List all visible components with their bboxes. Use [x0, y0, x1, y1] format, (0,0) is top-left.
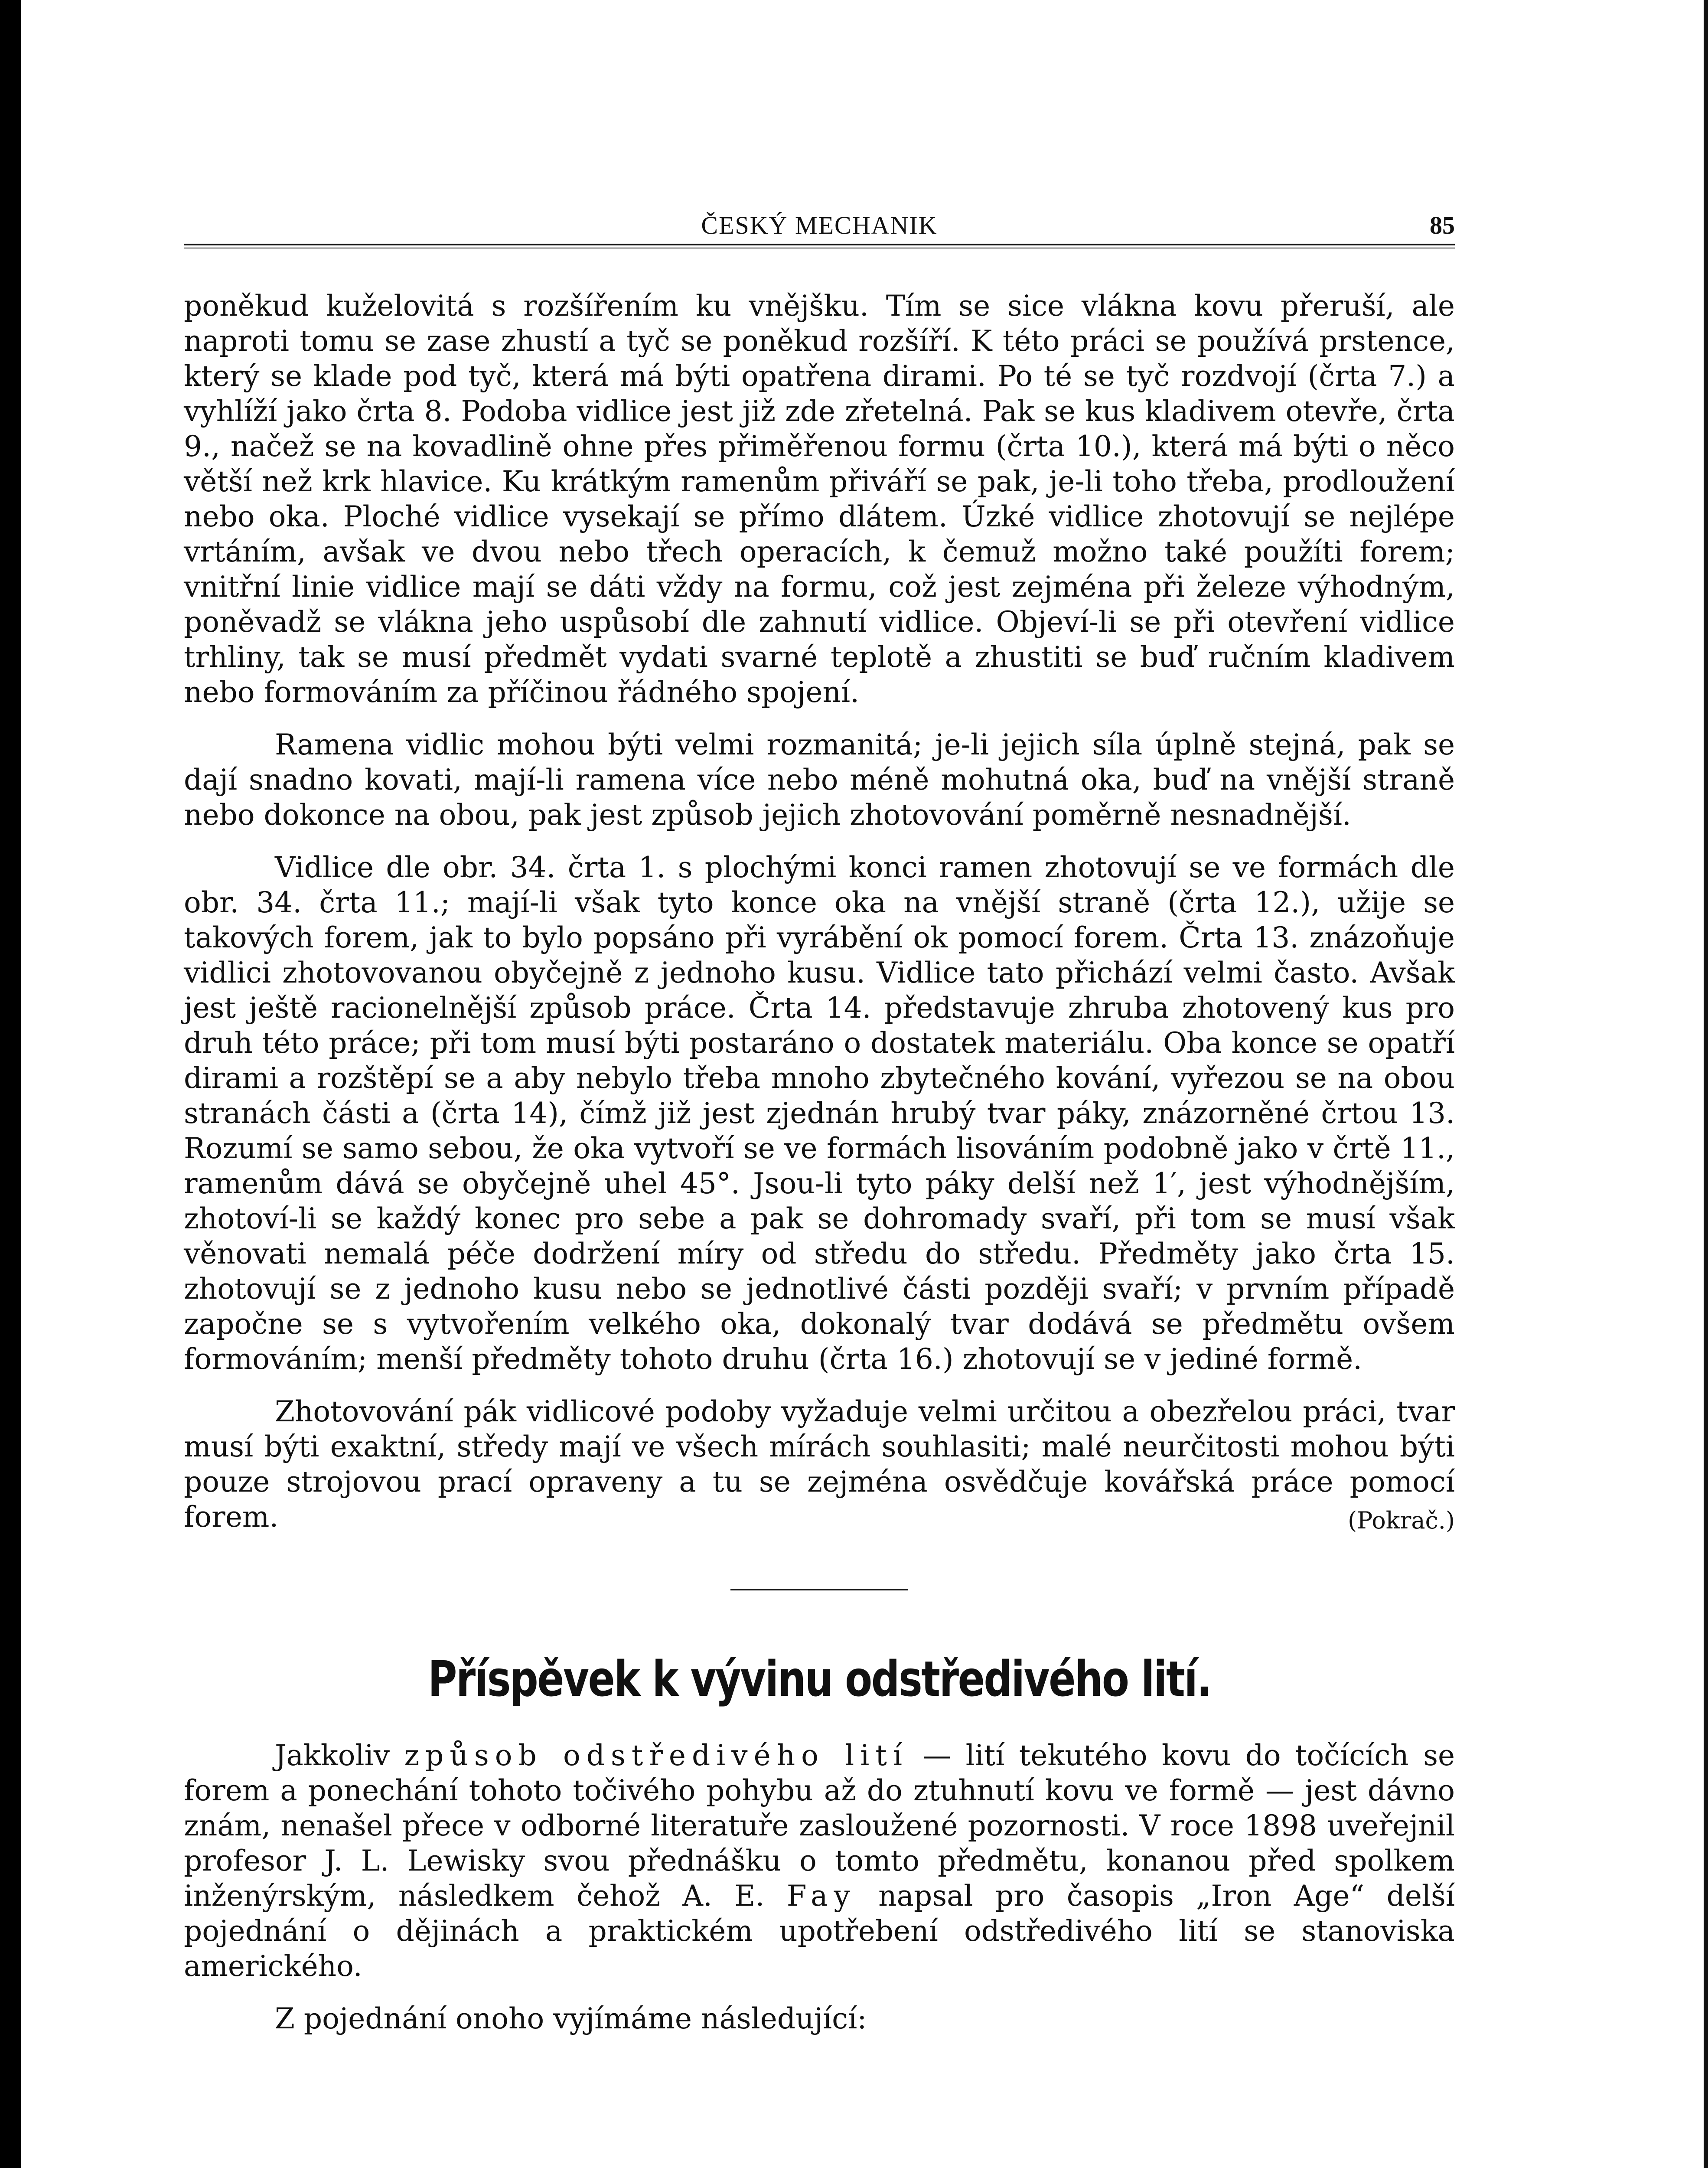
page-content: [184, 203, 1455, 2036]
scan-border-left: [0, 0, 21, 2168]
article-title: Příspěvek k vývinu odstředivého lití.: [428, 1651, 1211, 1708]
paragraph-fork-levers: [184, 1394, 1455, 1535]
continued-note: (Pokrač.): [1348, 1507, 1455, 1534]
page-number: 85: [1430, 211, 1455, 239]
paragraph-forks-forms: Vidlice dle obr. 34. črta 1. s plochými konci ramen zhotovují se ve formách dle obr. 34. črta 11.; mají-li však tyto konce oka na vnější straně (črta 12.), užije se takových forem, jak to bylo popsáno při vyrábění ok pomocí forem. Črta 13. znázoňuje vidlici zhotovovanou obyčejně z jednoho kusu. Vidlice tato přichází velmi často. Avšak jest ještě racionelnější způsob práce. Črta 14. představuje zhruba zhotovený kus pro druh této práce; při tom musí býti postaráno o dostatek materiálu. Oba konce se opatří dirami a rozštěpí se a aby nebylo třeba mnoho zbytečného kování, vyřezou se na obou stranách části a (črta 14), čímž již jest zjednán hrubý tvar páky, znázorněné črtou 13. Rozumí se samo sebou, že oka vytvoří se ve formách lisováním podobně jako v črtě 11., ramenům dává se obyčejně uhel 45°. Jsou-li tyto páky delší než 1′, jest výhodnějším, zhotoví-li se každý konec pro sebe a pak se dohromady svaří, při tom se musí však věnovati nemalá péče dodržení míry od středu do středu. Předměty jako črta 15. zhotovují se z jednoho kusu nebo se jednotlivé části později svaří; v prvním případě započne se s vytvořením velkého oka, dokonalý tvar dodává se předmětu ovšem formováním; menší předměty tohoto druhu (črta 16.) zhotovují se v jediné formě.: [184, 851, 1455, 1376]
intro-lead: Jakkoliv: [275, 1739, 390, 1772]
paragraph-fork-levers-text: Zhotovování pák vidlicové podoby vyžaduje velmi určitou a obezřelou práci, tvar musí býti exaktní, středy mají ve všech mírách souhlasiti; malé neurčitosti mohou býti pouze strojovou prací opraveny a tu se zejména osvědčuje kovářská práce pomocí forem.: [184, 1395, 1455, 1534]
scan-border-right: [1704, 0, 1708, 2168]
paragraph-fork-arms: Ramena vidlic mohou býti velmi rozmanitá; je-li jejich síla úplně stejná, pak se dají snadno kovati, mají-li ramena více nebo méně mohutná oka, buď na vnější straně nebo dokonce na obou, pak jest způsob jejich zhotovování poměrně nesnadnější.: [184, 728, 1455, 832]
journal-title: ČESKÝ MECHANIK: [701, 211, 938, 239]
intro-tail: napsal pro časopis „Iron Age“ delší pojednání o dějinách a praktickém upotřebení odstředivého lití se stanoviska amerického.: [184, 1879, 1455, 1983]
running-header: [184, 203, 1455, 242]
intro-author-name: Fay: [786, 1879, 856, 1913]
article-separator: [730, 1589, 908, 1590]
paragraph-excerpt-lead: Z pojednání onoho vyjímáme následující:: [275, 2002, 867, 2035]
intro-middle: — lití tekutého kovu do točících se forem a ponechání tohoto točivého pohybu až do ztuhnutí kovu ve formě — jest dávno znám, nenašel přece v odborné literatuře zasloužené pozornosti. V roce 1898 uveřejnil profesor J. L. Lewisky svou přednášku o tomto předmětu, konanou před spolkem inženýrským, následkem čehož A. E.: [184, 1739, 1455, 1913]
intro-spaced-phrase: způsob odstředivého lití: [404, 1739, 909, 1772]
paragraph-intro: [184, 1738, 1455, 1984]
paragraph-continued: poněkud kuželovitá s rozšířením ku vnějšku. Tím se sice vlákna kovu přeruší, ale naproti tomu se zase zhustí a tyč se poněkud rozšíří. K této práci se používá prstence, který se klade pod tyč, která má býti opatřena dirami. Po té se tyč rozdvojí (črta 7.) a vyhlíží jako črta 8. Podoba vidlice jest již zde zřetelná. Pak se kus kladivem otevře, črta 9., načež se na kovadlině ohne přes přiměřenou formu (črta 10.), která má býti o něco větší než krk hlavice. Ku krátkým ramenům přiváří se pak, je-li toho třeba, prodloužení nebo oka. Ploché vidlice vysekají se přímo dlátem. Úzké vidlice zhotovují se nejlépe vrtáním, avšak ve dvou nebo třech operacích, k čemuž možno také použíti forem; vnitřní linie vidlice mají se dáti vždy na formu, což jest zejména při železe výhodným, poněvadž se vlákna jeho uspůsobí dle zahnutí vidlice. Objeví-li se při otevření vidlice trhliny, tak se musí předmět vydati svarné teplotě a zhustiti se buď ručním kladivem nebo formováním za příčinou řádného spojení.: [184, 289, 1455, 709]
header-rule: [184, 244, 1455, 248]
